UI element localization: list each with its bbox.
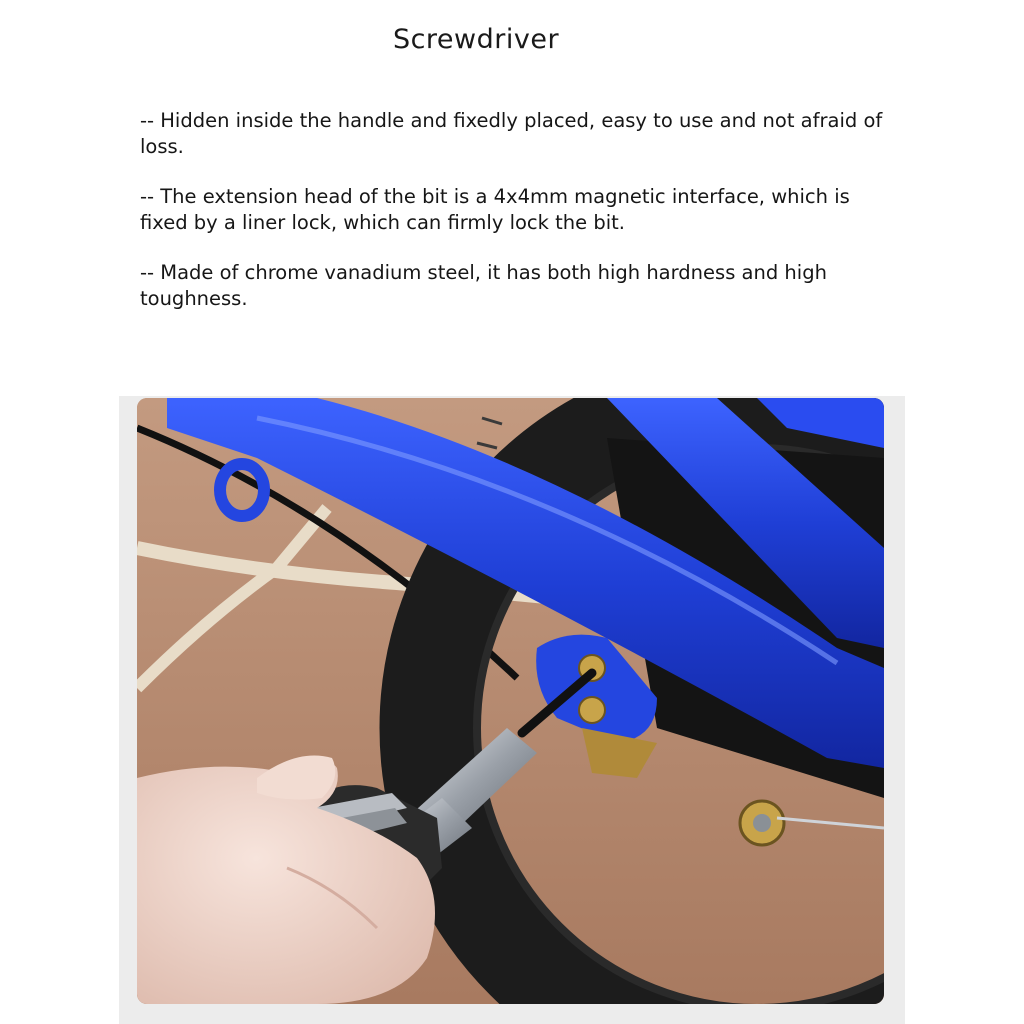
page-title: Screwdriver	[392, 24, 560, 55]
feature-description	[140, 108, 900, 336]
feature-paragraph-1: -- Hidden inside the handle and fixedly placed, easy to use and not afraid of loss.	[140, 109, 883, 158]
bicycle-repair-illustration	[137, 398, 884, 1004]
product-photo	[137, 398, 884, 1004]
feature-paragraph-2: -- The extension head of the bit is a 4x4mm magnetic interface, which is fixed by a liner lock, which can firmly lock the bit.	[140, 185, 850, 234]
bolt-lower	[579, 697, 605, 723]
feature-paragraph-3: -- Made of chrome vanadium steel, it has both high hardness and high toughness.	[140, 261, 827, 310]
